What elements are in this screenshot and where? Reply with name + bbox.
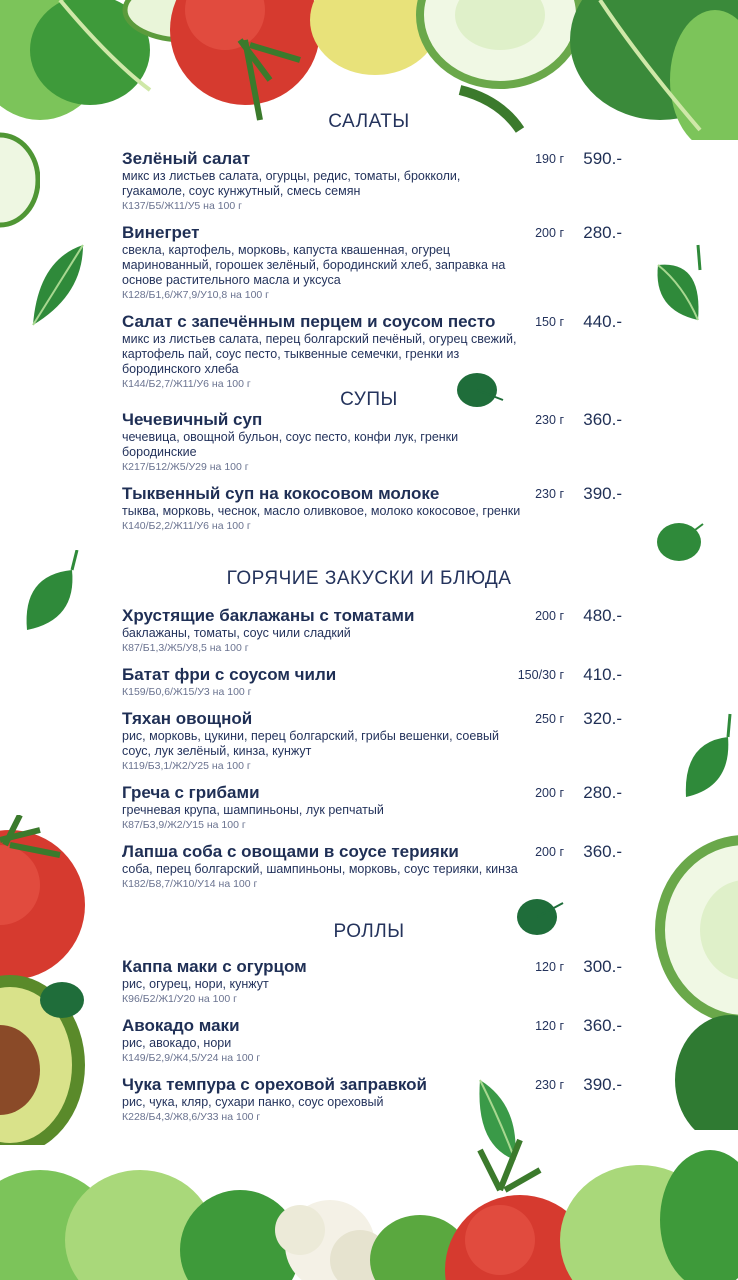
item-price: 360.- [583, 842, 622, 861]
item-name: Греча с грибами [122, 783, 260, 802]
item-nutrition: К87/Б1,3/Ж5/У8,5 на 100 г [122, 642, 249, 654]
menu-item [122, 223, 622, 302]
bottom-vegetables-decoration [0, 1130, 738, 1280]
item-weight: 120 г [535, 960, 564, 974]
section-title-salads: САЛАТЫ [328, 111, 410, 132]
item-name: Тыквенный суп на кокосовом молоке [122, 484, 440, 503]
item-name: Тяхан овощной [122, 709, 253, 728]
menu-item [122, 312, 622, 391]
item-name: Хрустящие баклажаны с томатами [122, 606, 415, 625]
item-description: микс из листьев салата, огурцы, редис, томаты, брокколи, гуакамоле, соус кунжутный, смесь семян [122, 169, 461, 198]
item-nutrition: К217/Б12/Ж5/У29 на 100 г [122, 461, 249, 473]
menu-item [122, 410, 622, 474]
item-price: 280.- [583, 783, 622, 802]
basil-leaf-icon [22, 550, 82, 635]
item-price: 390.- [583, 1075, 622, 1094]
item-price: 390.- [583, 484, 622, 503]
item-nutrition: К228/Б4,3/Ж8,6/У33 на 100 г [122, 1111, 261, 1123]
item-name: Чука темпура с ореховой заправкой [122, 1075, 428, 1094]
cucumber-slice-decoration-left [0, 130, 40, 230]
basil-leaf-icon [28, 240, 88, 330]
item-description: рис, морковь, цукини, перец болгарский, грибы вешенки, соевый соус, лук зелёный, кинза, кунжут [122, 729, 499, 758]
section-title-rolls: РОЛЛЫ [333, 921, 405, 942]
item-name: Батат фри с соусом чили [122, 665, 337, 684]
item-name: Винегрет [122, 223, 200, 242]
menu-item [122, 709, 622, 773]
item-weight: 200 г [535, 226, 564, 240]
item-name: Зелёный салат [122, 149, 251, 168]
menu-item [122, 783, 622, 832]
item-price: 300.- [583, 957, 622, 976]
item-price: 590.- [583, 149, 622, 168]
item-description: свекла, картофель, морковь, капуста квашенная, огурец маринованный, горошек зелёный, бородинский хлеб, заправка на основе растительного масла и уксуса [122, 243, 506, 287]
item-nutrition: К137/Б5/Ж11/У5 на 100 г [122, 200, 242, 212]
item-nutrition: К87/Б3,9/Ж2/У15 на 100 г [122, 819, 246, 831]
item-weight: 230 г [535, 487, 564, 501]
item-description: баклажаны, томаты, соус чили сладкий [122, 626, 351, 640]
item-weight: 230 г [535, 1078, 564, 1092]
section-title-soups: СУПЫ [340, 389, 398, 410]
menu-item [122, 665, 622, 699]
item-description: гречневая крупа, шампиньоны, лук репчатый [122, 803, 384, 817]
item-name: Авокадо маки [122, 1016, 240, 1035]
item-description: соба, перец болгарский, шампиньоны, морковь, соус терияки, кинза [122, 862, 518, 876]
item-nutrition: К182/Б8,7/Ж10/У14 на 100 г [122, 878, 258, 890]
item-nutrition: К159/Б0,6/Ж15/У3 на 100 г [122, 686, 252, 698]
menu-item [122, 1075, 622, 1124]
item-weight: 120 г [535, 1019, 564, 1033]
menu-item [122, 842, 622, 891]
item-name: Лапша соба с овощами в соусе терияки [122, 842, 459, 861]
item-weight: 250 г [535, 712, 564, 726]
item-price: 360.- [583, 410, 622, 429]
item-price: 440.- [583, 312, 622, 331]
item-description: рис, огурец, нори, кунжут [122, 977, 269, 991]
item-name: Салат с запечённым перцем и соусом песто [122, 312, 496, 331]
item-weight: 230 г [535, 413, 564, 427]
item-weight: 150/30 г [517, 668, 564, 682]
basil-leaf-icon [648, 240, 708, 325]
section-title-hot-dishes: ГОРЯЧИЕ ЗАКУСКИ И БЛЮДА [226, 568, 512, 589]
item-nutrition: К140/Б2,2/Ж11/У6 на 100 г [122, 520, 251, 532]
tomato-avocado-decoration-left [0, 815, 95, 1145]
item-price: 280.- [583, 223, 622, 242]
item-name: Чечевичный суп [122, 410, 263, 429]
menu-item [122, 957, 622, 1006]
item-weight: 200 г [535, 845, 564, 859]
item-weight: 190 г [535, 152, 564, 166]
item-price: 320.- [583, 709, 622, 728]
item-price: 410.- [583, 665, 622, 684]
menu-item [122, 484, 622, 533]
item-nutrition: К144/Б2,7/Ж11/У6 на 100 г [122, 378, 251, 390]
item-nutrition: К96/Б2/Ж1/У20 на 100 г [122, 993, 237, 1005]
item-weight: 150 г [535, 315, 564, 329]
item-description: рис, авокадо, нори [122, 1036, 232, 1050]
menu-item [122, 606, 622, 655]
menu-item [122, 149, 622, 213]
item-name: Каппа маки с огурцом [122, 957, 307, 976]
item-weight: 200 г [535, 786, 564, 800]
item-price: 480.- [583, 606, 622, 625]
item-description: рис, чука, кляр, сухари панко, соус ореховый [122, 1095, 384, 1109]
menu-item [122, 1016, 622, 1065]
item-nutrition: К119/Б3,1/Ж2/У25 на 100 г [122, 760, 251, 772]
item-nutrition: К128/Б1,6/Ж7,9/У10,8 на 100 г [122, 289, 270, 301]
item-description: тыква, морковь, чеснок, масло оливковое, молоко кокосовое, гренки [122, 504, 521, 518]
item-description: чечевица, овощной бульон, соус песто, конфи лук, гренки бородинские [122, 430, 459, 459]
basil-leaf-icon [678, 712, 734, 800]
item-price: 360.- [583, 1016, 622, 1035]
item-nutrition: К149/Б2,9/Ж4,5/У24 на 100 г [122, 1052, 261, 1064]
item-description: микс из листьев салата, перец болгарский печёный, огурец свежий, картофель пай, соус песто, тыквенные семечки, гренки из бородинского хлеба [122, 332, 517, 376]
item-weight: 200 г [535, 609, 564, 623]
cucumber-decoration-right [650, 830, 738, 1130]
basil-leaf-icon [655, 518, 705, 563]
